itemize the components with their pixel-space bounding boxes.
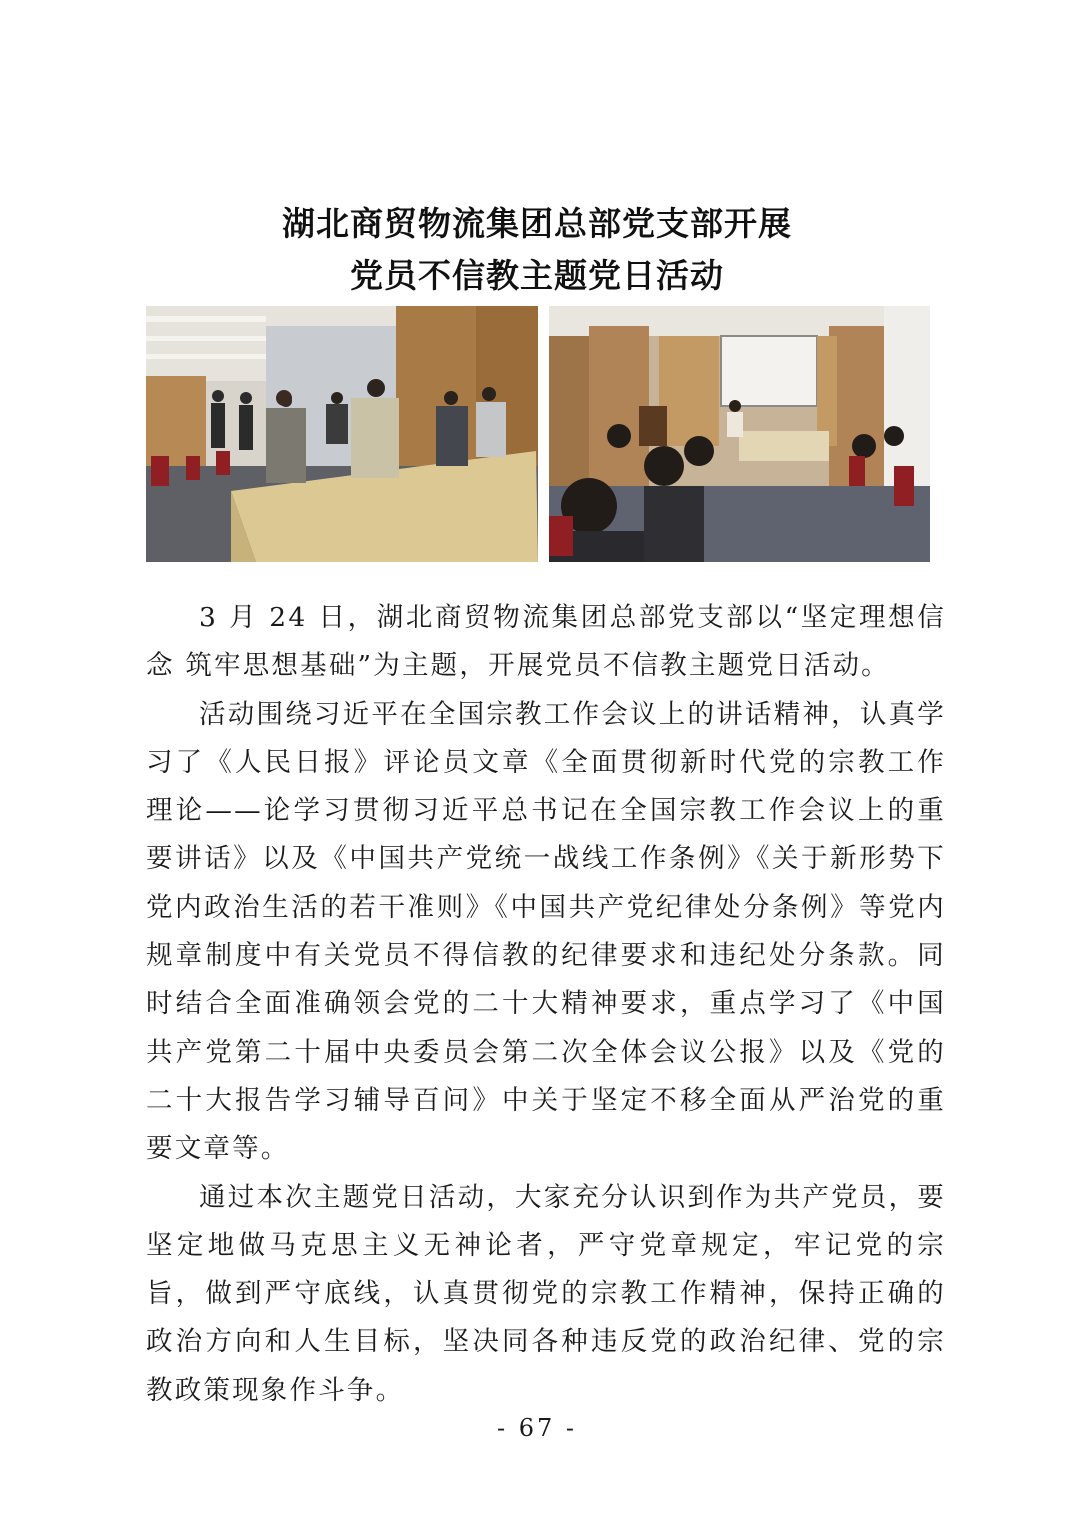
paragraph-1: 3 月 24 日，湖北商贸物流集团总部党支部以“坚定理想信念 筑牢思想基础”为主题，开展党员不信教主题党日活动。 (146, 602, 946, 682)
page-number: - 67 - (496, 1414, 577, 1442)
photo-meeting-room-lecture-icon (549, 306, 930, 562)
photo-people-taking-oath-icon (146, 306, 538, 562)
photo-meeting-room (549, 306, 930, 562)
article-title-line-1: 湖北商贸物流集团总部党支部开展 (282, 204, 792, 243)
paragraph-2: 活动围绕习近平在全国宗教工作会议上的讲话精神，认真学习了《人民日报》评论员文章《全面贯彻新时代党的宗教工作理论——论学习贯彻习近平总书记在全国宗教工作会议上的重要讲话》以及《中国共产党统一战线工作条例》《关于新形势下党内政治生活的若干准则》《中国共产党纪律处分条例》等党内规章制度中有关党员不得信教的纪律要求和违纪处分条款。同时结合全面准确领会党的二十大精神要求，重点学习了《中国共产党第二十届中央委员会第二次全体会议公报》以及《党的二十大报告学习辅导百问》中关于坚定不移全面从严治党的重要文章等。 (146, 698, 946, 1165)
article-body (146, 594, 946, 1415)
article-title-line-2: 党员不信教主题党日活动 (350, 256, 724, 295)
paragraph-3: 通过本次主题党日活动，大家充分认识到作为共产党员，要坚定地做马克思主义无神论者，严守党章规定，牢记党的宗旨，做到严守底线，认真贯彻党的宗教工作精神，保持正确的政治方向和人生目标，坚决同各种违反党的政治纪律、党的宗教政策现象作斗争。 (146, 1181, 946, 1406)
photo-oath-ceremony (146, 306, 538, 562)
